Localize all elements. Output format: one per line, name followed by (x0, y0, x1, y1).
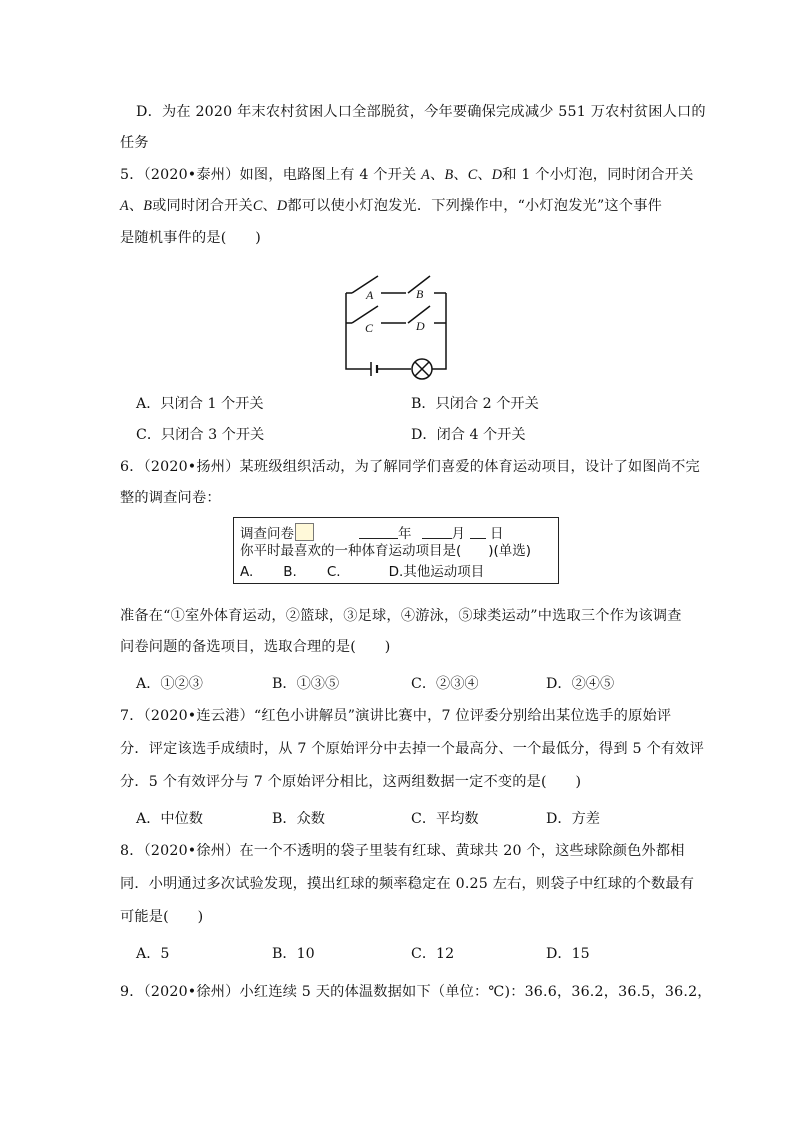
q5-option-b: B．只闭合 2 个开关 (411, 396, 539, 412)
survey-question: 你平时最喜欢的一种体育运动项目是( )(单选) (240, 543, 532, 559)
q8-stem-line1: 8．（2020•徐州）在一个不透明的袋子里装有红球、黄球共 20 个，这些球除颜色外都相 (120, 843, 685, 859)
q7-stem-line3: 分．5 个有效评分与 7 个原始评分相比，这两组数据一定不变的是( ) (120, 774, 582, 790)
q6-option-c: C．②③④ (411, 676, 479, 692)
q7-option-d: D．方差 (546, 811, 600, 827)
q7-option-c: C．平均数 (411, 811, 479, 827)
survey-option-c: C. (326, 564, 341, 580)
q5-switch-d: D (276, 198, 288, 214)
q5-stem-line3: 是随机事件的是( ) (120, 230, 261, 246)
q5-sep: 、 (453, 167, 468, 183)
survey-name-box (295, 523, 314, 541)
q7-stem-line1: 7．（2020•连云港）“红色小讲解员”演讲比赛中，7 位评委分别给出某位选手的原始评 (120, 708, 672, 724)
q8-option-c: C．12 (411, 946, 455, 962)
q5-sep: 、 (262, 198, 277, 214)
q4-option-d-line1: D．为在 2020 年末农村贫困人口全部脱贫，今年要确保完成减少 551 万农村贫困人口的 (136, 104, 706, 120)
survey-month: 月 (451, 526, 465, 542)
survey-option-b: B. (283, 564, 297, 580)
q5-switch-a: A (421, 167, 431, 183)
q5-switch-b: B (444, 167, 454, 183)
q5-stem-line1 (120, 166, 694, 184)
survey-form-box (233, 517, 559, 584)
q5-option-d: D．闭合 4 个开关 (411, 427, 526, 443)
q5-switch-c: C (467, 167, 478, 183)
q7-option-b: B．众数 (272, 811, 325, 827)
q4-option-d-line2: 任务 (120, 135, 149, 151)
q8-option-a: A．5 (136, 946, 170, 962)
circuit-label-c: C (365, 321, 374, 335)
survey-option-d: D.其他运动项目 (388, 564, 485, 580)
q5-switch-d: D (491, 167, 503, 183)
q6-stem-line3: 准备在“①室外体育运动，②篮球，③足球，④游泳，⑤球类运动”中选取三个作为该调查 (120, 608, 682, 624)
q6-stem-line4: 问卷问题的备选项目，选取合理的是( ) (120, 639, 391, 655)
q5-text: 和 1 个小灯泡，同时闭合开关 (502, 167, 694, 183)
q5-switch-b: B (143, 198, 153, 214)
year-blank (359, 525, 398, 539)
q5-option-a: A．只闭合 1 个开关 (136, 396, 264, 412)
q5-stem-line2 (120, 197, 662, 215)
q5-switch-c: C (252, 198, 263, 214)
circuit-label-b: B (416, 287, 424, 301)
circuit-label-d: D (416, 319, 425, 333)
day-blank (470, 525, 486, 539)
q6-option-b: B．①③⑤ (272, 676, 340, 692)
q5-sep: 、 (477, 167, 492, 183)
q6-stem-line1: 6．（2020•扬州）某班级组织活动，为了解同学们喜爱的体育运动项目，设计了如图尚不完 (120, 459, 700, 475)
q5-option-c: C．只闭合 3 个开关 (136, 427, 265, 443)
q5-sep: 、 (128, 198, 144, 214)
q8-stem-line2: 同．小明通过多次试验发现，摸出红球的频率稳定在 0.25 左右，则袋子中红球的个数最有 (120, 876, 695, 892)
q5-text: 都可以使小灯泡发光．下列操作中，“小灯泡发光”这个事件 (287, 198, 662, 214)
q5-switch-a: A (120, 198, 129, 214)
q7-stem-line2: 分．评定该选手成绩时，从 7 个原始评分中去掉一个最高分、一个最低分，得到 5 个有效评 (120, 741, 705, 757)
q7-option-a: A．中位数 (136, 811, 203, 827)
survey-title: 调查问卷 (240, 526, 294, 542)
q6-option-d: D．②④⑤ (546, 676, 615, 692)
q5-text: 或同时闭合开关 (152, 198, 253, 214)
circuit-diagram (338, 268, 456, 380)
q6-option-a: A．①②③ (136, 676, 203, 692)
q9-stem-line1: 9．（2020•徐州）小红连续 5 天的体温数据如下（单位：℃)：36.6，36.2，36.5，36.2， (120, 984, 712, 1000)
q8-option-d: D．15 (546, 946, 590, 962)
circuit-label-a: A (366, 288, 374, 302)
q8-stem-line3: 可能是( ) (120, 909, 204, 925)
q5-text: 5．（2020•泰州）如图，电路图上有 4 个开关 (120, 167, 417, 183)
survey-year: 年 (398, 526, 412, 542)
q5-sep: 、 (430, 167, 445, 183)
q6-stem-line2: 整的调查问卷： (120, 490, 221, 506)
month-blank (422, 525, 452, 539)
survey-header-row (240, 523, 504, 542)
q8-option-b: B．10 (272, 946, 315, 962)
survey-day: 日 (490, 526, 504, 542)
survey-options-row (240, 564, 484, 580)
survey-option-a: A. (240, 564, 254, 580)
